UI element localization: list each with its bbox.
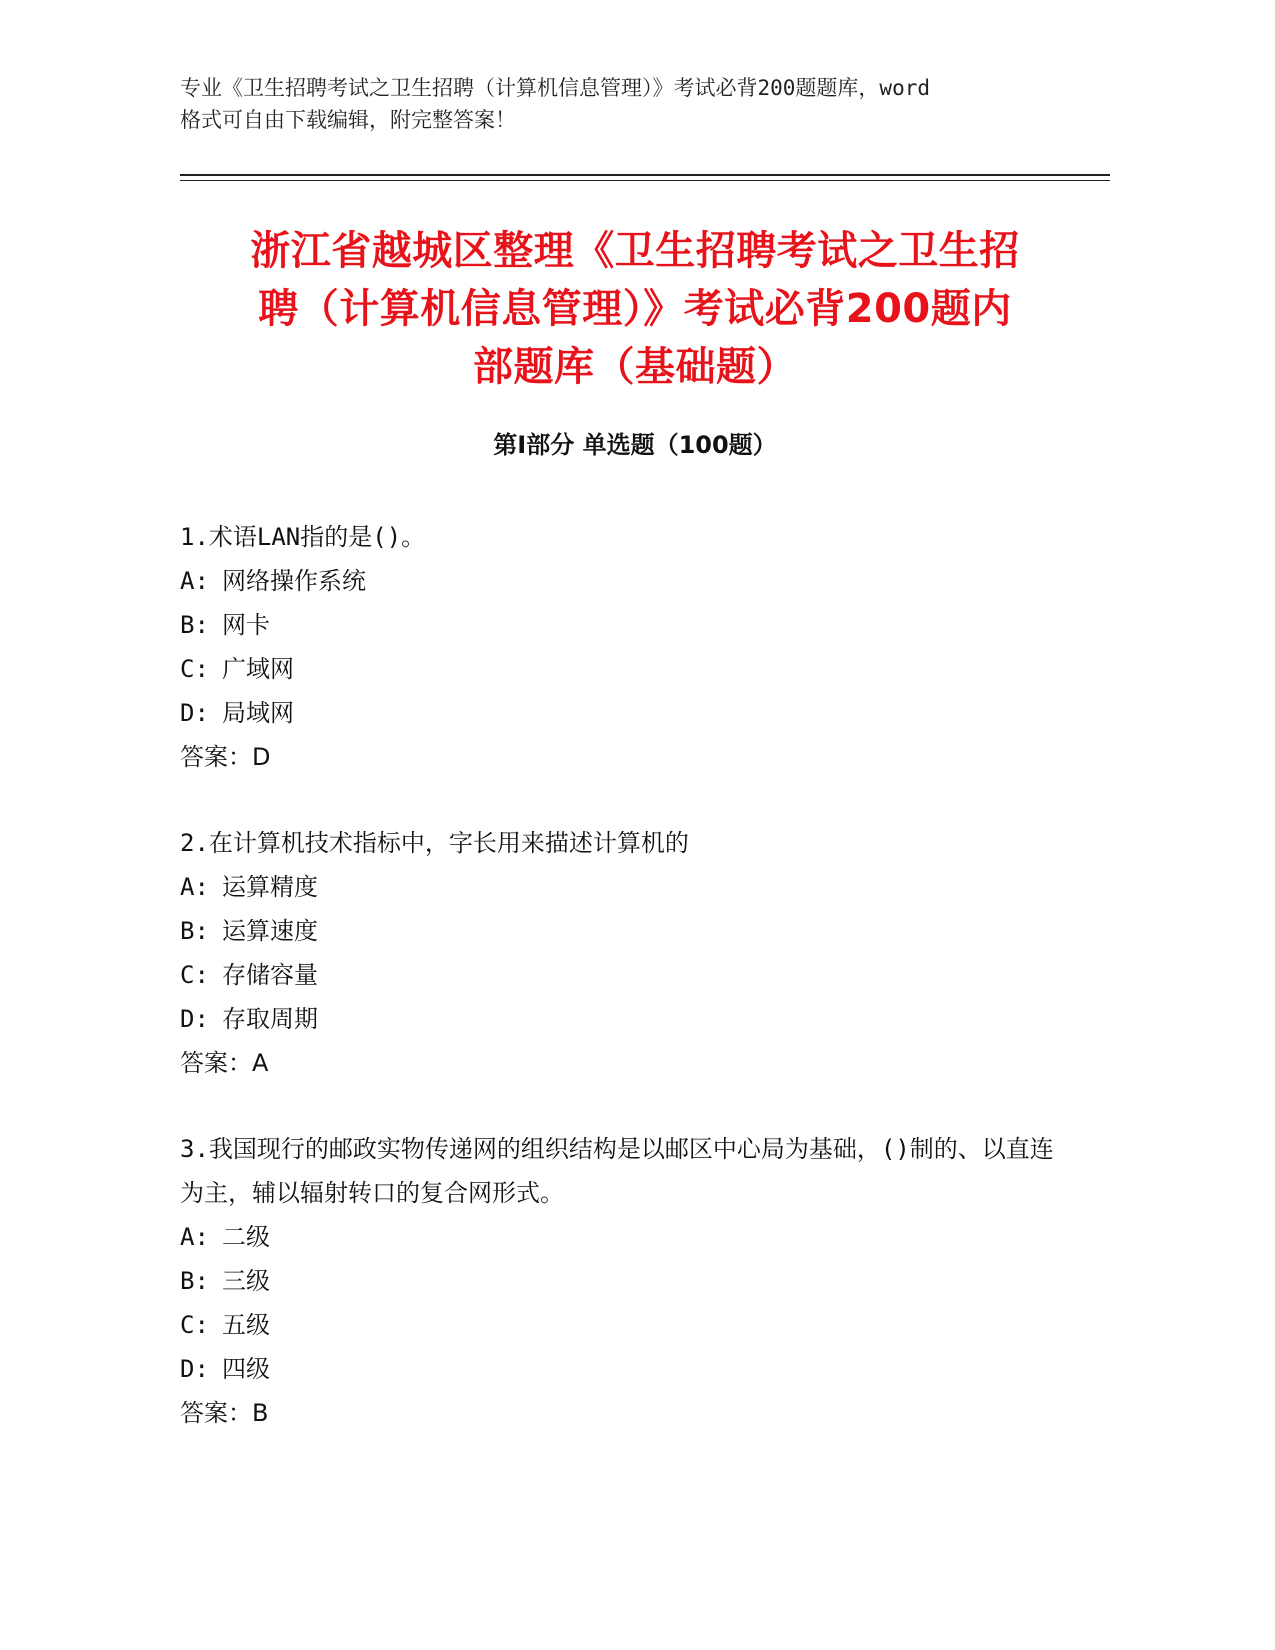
answer-line: 答案：D xyxy=(180,743,271,771)
question-stem: 3.我国现行的邮政实物传递网的组织结构是以邮区中心局为基础，()制的、以直连为主，辅以辐射转口的复合网形式。 xyxy=(180,1135,1054,1207)
option-d xyxy=(180,997,1060,1041)
option-text: 运算速度 xyxy=(222,917,318,945)
question-list xyxy=(180,515,1060,1477)
option-d xyxy=(180,691,1060,735)
header-note-line-1: 专业《卫生招聘考试之卫生招聘（计算机信息管理）》考试必背200题题库，word xyxy=(180,76,930,100)
option-text: 存储容量 xyxy=(222,961,318,989)
option-c xyxy=(180,1303,1060,1347)
option-text: 二级 xyxy=(222,1223,270,1251)
header-note-line-2: 格式可自由下载编辑，附完整答案！ xyxy=(180,108,516,132)
option-key: A: xyxy=(180,1223,209,1251)
option-key: D: xyxy=(180,1005,209,1033)
option-c xyxy=(180,953,1060,997)
header-divider-thin xyxy=(180,180,1110,181)
option-key: C: xyxy=(180,655,209,683)
option-key: C: xyxy=(180,1311,209,1339)
option-key: A: xyxy=(180,873,209,901)
document-title-line-2: 聘（计算机信息管理）》考试必背200题内 xyxy=(258,286,1012,332)
option-text: 三级 xyxy=(222,1267,270,1295)
option-b xyxy=(180,909,1060,953)
document-title-line-1: 浙江省越城区整理《卫生招聘考试之卫生招 xyxy=(250,228,1020,274)
option-b xyxy=(180,1259,1060,1303)
option-text: 局域网 xyxy=(222,699,294,727)
option-key: C: xyxy=(180,961,209,989)
option-key: B: xyxy=(180,1267,209,1295)
option-text: 存取周期 xyxy=(222,1005,318,1033)
header-note xyxy=(180,72,1080,136)
option-key: D: xyxy=(180,1355,209,1383)
option-key: A: xyxy=(180,567,209,595)
option-b xyxy=(180,603,1060,647)
option-text: 网络操作系统 xyxy=(222,567,366,595)
question-2 xyxy=(180,821,1060,1085)
question-stem: 1.术语LAN指的是()。 xyxy=(180,523,426,551)
question-3 xyxy=(180,1127,1060,1435)
option-a xyxy=(180,865,1060,909)
option-text: 运算精度 xyxy=(222,873,318,901)
question-1 xyxy=(180,515,1060,779)
option-key: B: xyxy=(180,917,209,945)
option-a xyxy=(180,1215,1060,1259)
option-text: 网卡 xyxy=(222,611,270,639)
option-key: D: xyxy=(180,699,209,727)
question-stem: 2.在计算机技术指标中，字长用来描述计算机的 xyxy=(180,829,689,857)
option-c xyxy=(180,647,1060,691)
header-divider-thick xyxy=(180,174,1110,176)
section-title: 第Ⅰ部分 单选题（100题） xyxy=(493,431,777,459)
option-text: 广域网 xyxy=(222,655,294,683)
option-d xyxy=(180,1347,1060,1391)
document-title-line-3: 部题库（基础题） xyxy=(473,344,797,390)
answer-line: 答案：B xyxy=(180,1399,269,1427)
option-text: 四级 xyxy=(222,1355,270,1383)
option-a xyxy=(180,559,1060,603)
answer-line: 答案：A xyxy=(180,1049,269,1077)
option-text: 五级 xyxy=(222,1311,270,1339)
document-title xyxy=(180,222,1090,396)
option-key: B: xyxy=(180,611,209,639)
